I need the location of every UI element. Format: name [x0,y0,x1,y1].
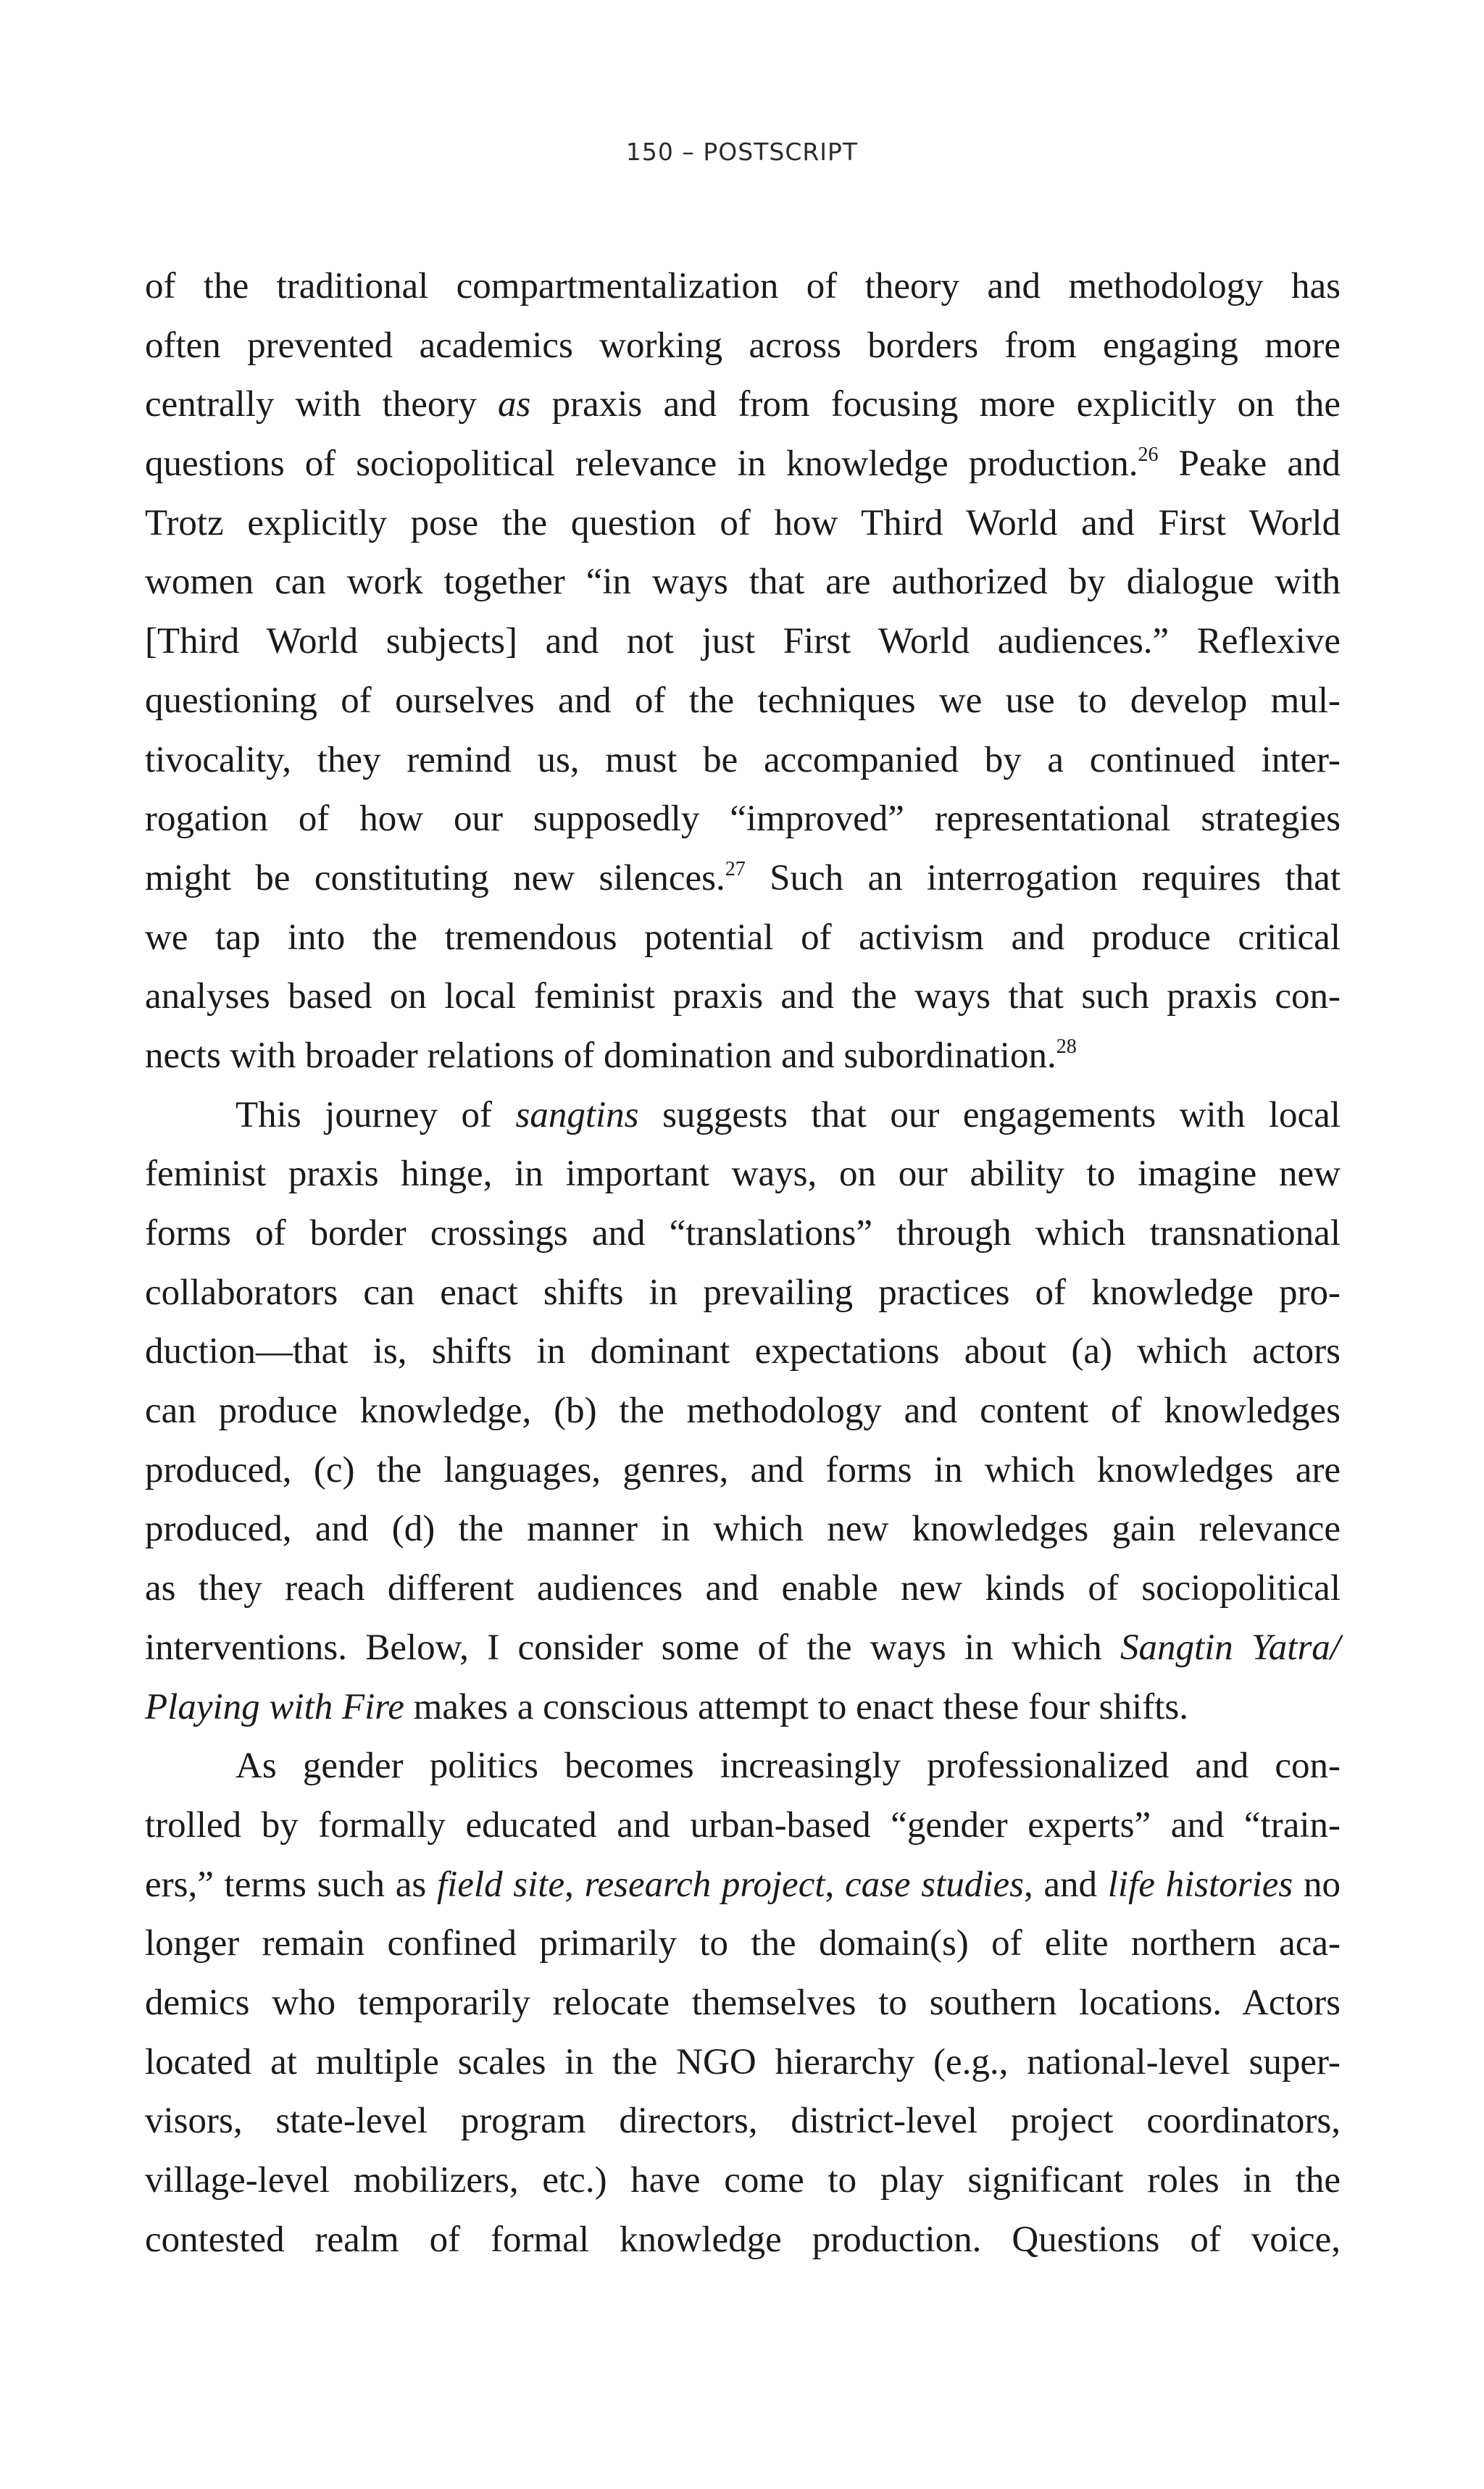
emphasis: as [498,384,531,425]
text-line: can produce knowledge, (b) the methodology and content of knowledges [145,1391,1341,1432]
emphasis: field site [436,1864,565,1905]
text-run: praxis and from focusing more explicitly on the [530,384,1341,425]
text-line [145,1619,1341,1678]
text-run: might be constituting new silences. [145,857,725,899]
text-run: , [825,1864,845,1905]
footnote-ref-26: 26 [1138,443,1159,467]
text-line: As gender politics becomes increasingly professionalized and con- [235,1746,1341,1787]
text-run: centrally with theory [145,384,499,425]
emphasis: sangtins [515,1094,639,1135]
emphasis: life histories [1107,1864,1293,1905]
text-line: Trotz explicitly pose the question of how Third World and First World [145,502,1341,543]
text-line [145,435,1341,494]
text-line: contested realm of formal knowledge production. Questions of voice, [145,2219,1341,2260]
text-line: village-level mobilizers, etc.) have come to play significant roles in the [145,2160,1341,2201]
text-line: forms of border crossings and “translations” through which transnational [145,1213,1341,1254]
text-line: located at multiple scales in the NGO hierarchy (e.g., national-level super- [145,2041,1341,2082]
body-text [145,257,1341,2269]
text-line: questioning of ourselves and of the techniques we use to develop mul- [145,680,1341,721]
text-line: women can work together “in ways that are authorized by dialogue with [145,562,1341,603]
footnote-ref-27: 27 [725,857,746,880]
book-title: Sangtin Yatra/ [1120,1627,1341,1668]
text-line: as they reach different audiences and enable new kinds of sociopolitical [145,1568,1341,1609]
book-title: Playing with Fire [145,1686,404,1727]
text-line: collaborators can enact shifts in prevailing practices of knowledge pro- [145,1272,1341,1313]
emphasis: case studies [844,1864,1024,1905]
text-run: no [1293,1864,1341,1905]
text-run: , and [1023,1864,1108,1905]
text-line: produced, and (d) the manner in which new knowledges gain relevance [145,1509,1341,1550]
text-run: questions of sociopolitical relevance in knowledge production. [145,443,1138,485]
text-run: ers,” terms such as [145,1864,437,1905]
text-line: visors, state-level program directors, district-level project coordinators, [145,2101,1341,2142]
text-run: suggests that our engagements with local [638,1094,1341,1135]
text-line: of the traditional compartmentalization of theory and methodology has [145,266,1341,307]
text-line: [Third World subjects] and not just First World audiences.” Reflexive [145,621,1341,662]
text-run: Such an interrogation requires that [745,857,1341,899]
text-line [145,1027,1341,1086]
text-run: interventions. Below, I consider some of the ways in which [145,1627,1120,1668]
text-line: duction—that is, shifts in dominant expectations about (a) which actors [145,1331,1341,1372]
text-line [145,1678,1341,1738]
text-line: rogation of how our supposedly “improved” representational strategies [145,799,1341,840]
text-run: Peake and [1158,443,1341,485]
text-run: This journey of [235,1094,516,1135]
emphasis: research project [584,1864,825,1905]
text-line: demics who temporarily relocate themselves to southern locations. Actors [145,1982,1341,2023]
text-run: , [564,1864,585,1905]
text-line: trolled by formally educated and urban-based “gender experts” and “train- [145,1804,1341,1846]
text-line [145,1856,1341,1915]
text-line [145,1086,1341,1146]
text-run: makes a conscious attempt to enact these four shifts. [404,1686,1188,1727]
text-run: nects with broader relations of domination and subordination. [145,1035,1056,1076]
text-line: produced, (c) the languages, genres, and forms in which knowledges are [145,1449,1341,1491]
running-head: 150 – POSTSCRIPT [625,138,859,166]
text-line [145,375,1341,435]
text-line: tivocality, they remind us, must be accompanied by a continued inter- [145,739,1341,780]
text-line: analyses based on local feminist praxis and the ways that such praxis con- [145,976,1341,1017]
text-line [145,849,1341,909]
text-line: we tap into the tremendous potential of activism and produce critical [145,917,1341,958]
footnote-ref-28: 28 [1056,1035,1077,1058]
text-line: longer remain confined primarily to the domain(s) of elite northern aca- [145,1923,1341,1964]
text-line: often prevented academics working across borders from engaging more [145,325,1341,366]
text-line: feminist praxis hinge, in important ways, on our ability to imagine new [145,1154,1341,1195]
